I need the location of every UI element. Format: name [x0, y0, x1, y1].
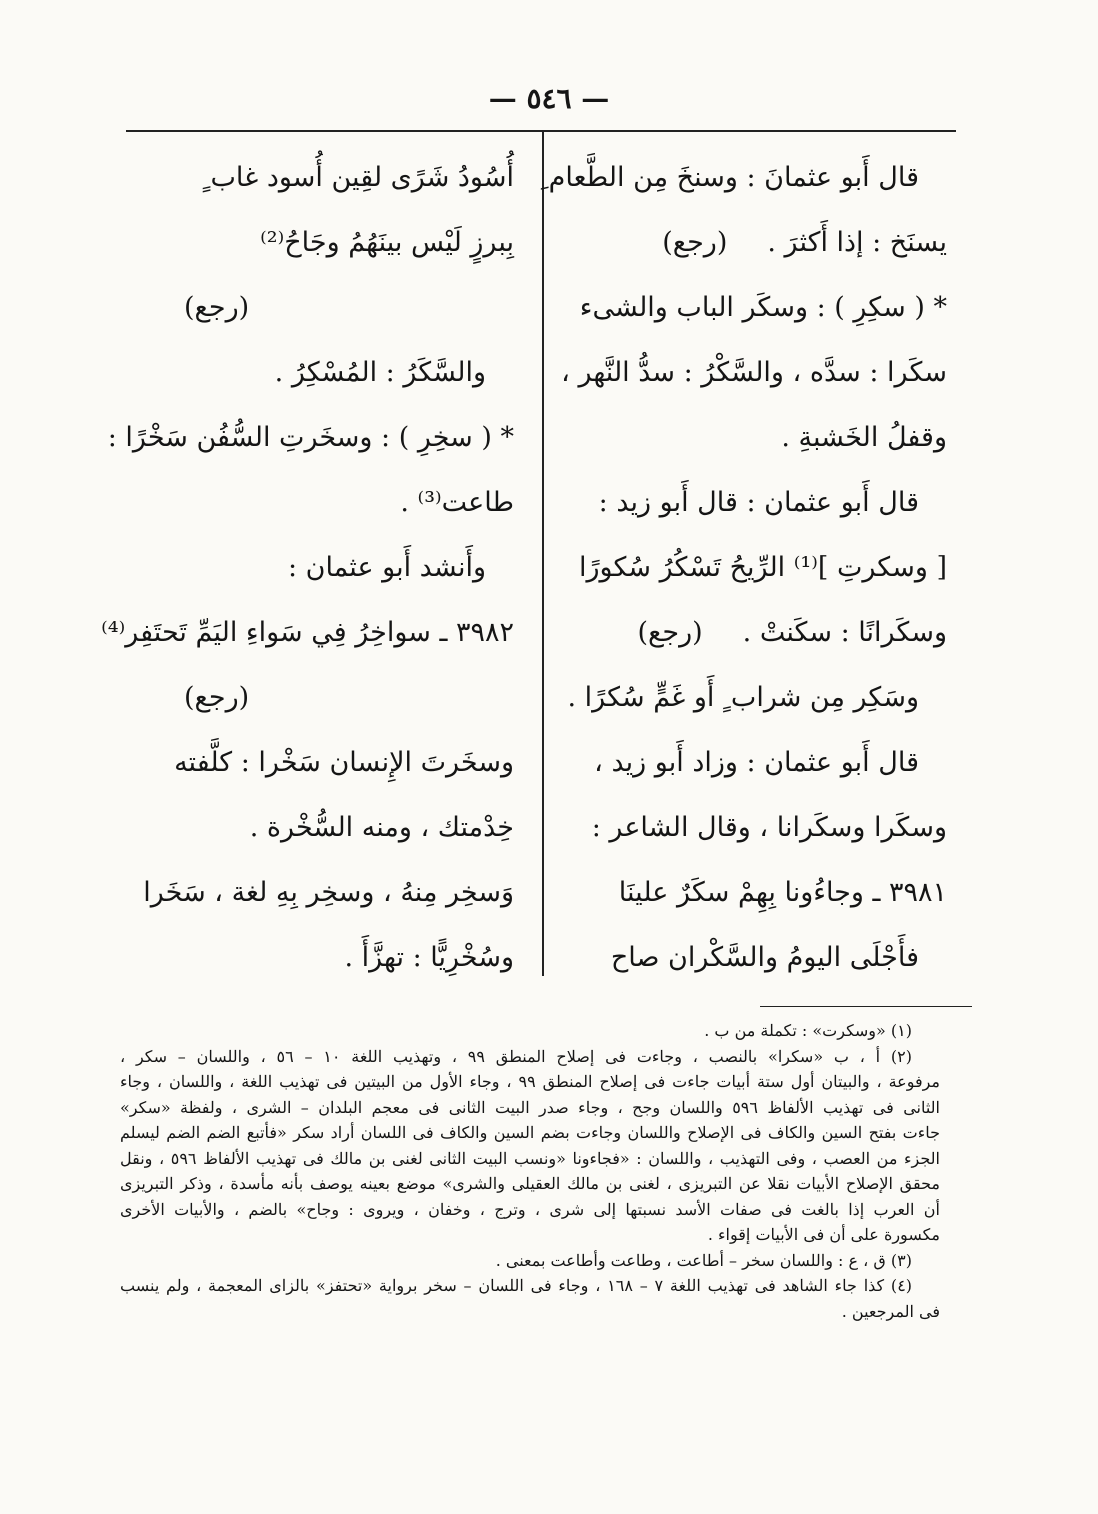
footnote-line: (٢) أ ، ب «سكرا» بالنصب ، وجاءت فى إصلاح المنطق ٩٩ ، وتهذيب اللغة ١٠ – ٥٦ ، واللسان – سكر ، — [120, 1046, 912, 1066]
return-tag: (رجع) — [184, 292, 250, 323]
text-line-part: وسكَرانًا : سكَنتْ . — [742, 617, 947, 648]
footnotes — [120, 1018, 940, 1324]
footnote-line: أن العرب إذا بالغت فى صفات الأسد نسبتها إلى شرى ، وترج ، وخفان ، ويروى : وجاح» بالضم ، والأبيات الأخرى — [120, 1199, 940, 1219]
text-line: خِدْمتك ، ومنه السُّخْرة . — [249, 812, 514, 843]
verse-line: ٣٩٨١ ـ وجاءُونا بِهِمْ سكَرٌ علينَا — [618, 877, 947, 908]
verse-line: ٣٩٨٢ ـ سواخِرُ فِي سَواءِ اليَمِّ تَحتَفِر⁽⁴⁾ — [101, 617, 514, 648]
text-line: [ وسكرتِ ]⁽¹⁾ الرِّيحُ تَسْكُرُ سُكورًا — [579, 552, 947, 583]
text-line: قال أَبو عثمانَ : وسنخَ مِن الطَّعام ِ — [540, 162, 919, 193]
footnote-line: (٣) ق ، ع : واللسان سخر – أطاعت ، وطاعت وأطاعت بمعنى . — [495, 1250, 912, 1270]
text-line: وسكَرا وسكَرانا ، وقال الشاعر : — [591, 812, 947, 843]
verse-line: أُسُودُ شَرًى لقِين أُسود غاب ٍ — [202, 162, 514, 193]
footnote-line: (٤) كذا جاء الشاهد فى تهذيب اللغة ٧ – ١٦٨ ، وجاء فى اللسان – سخر برواية «تحتفز» بالزاى المعجمة ، ولم ينسب — [120, 1276, 913, 1295]
text-line: قال أَبو عثمان : وزاد أَبو زيد ، — [594, 747, 919, 778]
right-column — [540, 145, 947, 990]
text-line — [555, 600, 947, 665]
footnote-line: مكسورة على أن فى الأبيات إقواء . — [707, 1225, 940, 1244]
text-line: وسخَرتَ الإِنسان سَخْرا : كلَّفته — [174, 747, 514, 778]
footnote-line: مرفوعة ، والبيتان أول ستة أبيات جاءت فى إصلاح المنطق ٩٩ ، وجاء الأول من البيتين فى تهذيب اللغة ، واللسان ، وجاء — [120, 1072, 940, 1091]
return-tag: (رجع) — [662, 227, 728, 258]
text-line: سكَرا : سدَّه ، والسَّكْرُ : سدُّ النَّهر ، — [561, 357, 947, 388]
column-divider — [542, 131, 544, 976]
footnote-line: (١) «وسكرت» : تكملة من ب . — [704, 1021, 912, 1040]
footnote-line: فى المرجعين . — [841, 1301, 940, 1321]
text-line: * ( سخِرِ ) : وسخَرتِ السُّفُن سَخْرًا : — [107, 422, 514, 453]
footnote-rule — [760, 1006, 972, 1007]
verse-line: بِبرزٍ لَيْس بينَهُمُ وجَاحُ⁽²⁾ — [260, 227, 514, 258]
text-line: والسَّكَرُ : المُسْكِرُ . — [274, 357, 486, 388]
return-tag: (رجع) — [184, 682, 250, 713]
footnote-line: محقق الإصلاح الأبيات نقلا عن التبريزى ، لغنى بن مالك العقيلى والشرى» موضع بعينه يوصف بأنه مأسدة ، وذكر التبريزى — [120, 1174, 940, 1193]
text-line — [555, 210, 947, 275]
header-rule — [126, 130, 956, 132]
left-column — [101, 145, 514, 990]
text-line-part: يسنَخ : إذا أَكثرَ . — [767, 227, 947, 258]
footnote-line: الثانى فى تهذيب الألفاظ ٥٩٦ واللسان وجح ، وجاء صدر البيت الثانى فى معجم البلدان – الشرى ، ولفظة «سكر» — [120, 1097, 940, 1117]
text-line: وسُخْرِيًّا : تهزَّأَ . — [344, 942, 514, 973]
text-line: * ( سكِرِ ) : وسكَر الباب والشىء — [579, 292, 947, 323]
text-line: طاعت⁽³⁾ . — [400, 487, 514, 518]
footnote-line: جاءت بفتح السين والكاف فى الإصلاح واللسان وجاءت بضم السين والكاف فى اللسان أراد سكر «فأتبع الضم الضم ليسلم — [120, 1123, 940, 1142]
text-line: وسَكِر مِن شراب ٍ أَو غَمٍّ سُكرًا . — [567, 682, 919, 713]
footnote-line: الجزء من العصب ، وفى التهذيب ، واللسان : «فجاءونا «ونسب البيت الثانى لغنى بن مالك فى تهذيب الألفاظ ٥٩٦ ، ونقل — [120, 1148, 940, 1168]
text-line: وأَنشد أَبو عثمان : — [287, 552, 486, 583]
return-tag: (رجع) — [637, 617, 703, 648]
text-line: قال أَبو عثمان : قال أَبو زيد : — [598, 487, 919, 518]
text-line: وَسخِر مِنهُ ، وسخِر بِهِ لغة ، سَخَرا — [143, 877, 514, 908]
text-line: وقفلُ الخَشبةِ . — [781, 422, 947, 453]
verse-line: فأَجْلَى اليومُ والسَّكْران صاح — [610, 942, 919, 973]
page-number: — ٥٤٦ — — [488, 82, 610, 115]
